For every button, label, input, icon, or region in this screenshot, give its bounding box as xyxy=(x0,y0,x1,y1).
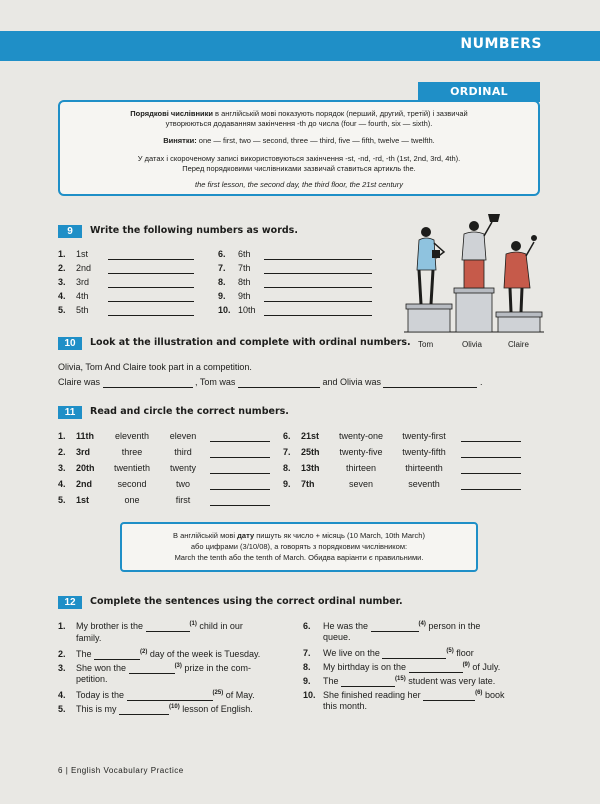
list-item: 1. 11th eleventh eleven xyxy=(58,430,270,446)
answer-blank[interactable] xyxy=(341,677,395,687)
list-item: 8. 13th thirteen thirteenth xyxy=(283,462,521,478)
answer-blank[interactable] xyxy=(461,480,521,490)
rule-line-3: Винятки: one — first, two — second, three — third, five — fifth, twelve — twelfth. xyxy=(163,136,435,145)
list-item-continuation: this month. xyxy=(323,701,368,711)
section-12-number: 12 xyxy=(58,596,82,609)
list-item: 5. This is my $^{(10)}$ lesson of English. xyxy=(58,704,253,714)
section-9-right-list xyxy=(218,248,372,318)
answer-blank[interactable] xyxy=(409,663,463,673)
footer xyxy=(58,766,184,775)
list-item: 2. 3rd three third xyxy=(58,446,270,462)
list-item: 1. 1st xyxy=(58,248,194,262)
rule-box-tab: ORDINAL xyxy=(418,82,540,102)
list-item: 5. 5th xyxy=(58,304,194,318)
answer-blank[interactable] xyxy=(383,378,477,388)
answer-blank[interactable] xyxy=(382,649,446,659)
answer-blank[interactable] xyxy=(264,292,372,302)
list-item: 6. He was the $^{(4)}$ person in the xyxy=(303,621,481,631)
answer-blank[interactable] xyxy=(264,278,372,288)
section-9-left-list xyxy=(58,248,194,318)
section-11-number: 11 xyxy=(58,406,82,419)
answer-blank[interactable] xyxy=(210,432,270,442)
page-number: 6 xyxy=(58,766,63,775)
list-item: 7. We live on the $^{(5)}$ floor xyxy=(303,648,474,658)
page-title: NUMBERS xyxy=(460,36,542,52)
answer-blank[interactable] xyxy=(103,378,193,388)
answer-blank[interactable] xyxy=(210,480,270,490)
answer-blank[interactable] xyxy=(423,691,475,701)
list-item: 2. 2nd xyxy=(58,262,194,276)
list-item-continuation: petition. xyxy=(76,674,108,684)
section-10-title: Look at the illustration and complete with ordinal numbers. xyxy=(90,337,411,348)
footer-separator: | xyxy=(65,766,69,775)
answer-blank[interactable] xyxy=(264,264,372,274)
rule-line-1: Порядкові числівники в англійській мові показують порядок (перший, другий, третій) і зазвичай xyxy=(130,109,468,118)
answer-blank[interactable] xyxy=(238,378,320,388)
section-9-number: 9 xyxy=(58,225,82,238)
list-item: 7. 7th xyxy=(218,262,372,276)
list-item: 4. 4th xyxy=(58,290,194,304)
list-item: 3. 3rd xyxy=(58,276,194,290)
section-10-number: 10 xyxy=(58,337,82,350)
illustration-label-tom: Tom xyxy=(418,340,434,349)
book-title: English Vocabulary Practice xyxy=(71,766,184,775)
podium-illustration xyxy=(400,210,548,340)
list-item: 10. 10th xyxy=(218,304,372,318)
answer-blank[interactable] xyxy=(461,432,521,442)
rule-line-2: утворюються додаванням закінчення -th до числа (four — fourth, six — sixth). xyxy=(165,119,433,128)
answer-blank[interactable] xyxy=(108,264,194,274)
answer-blank[interactable] xyxy=(461,448,521,458)
section-10-intro: Olivia, Tom And Claire took part in a competition. xyxy=(58,362,252,372)
answer-blank[interactable] xyxy=(210,448,270,458)
section-12-left-list xyxy=(58,618,293,715)
list-item: 7. 25th twenty-five twenty-fifth xyxy=(283,446,521,462)
list-item: 3. She won the $^{(3)}$ prize in the com- xyxy=(58,663,251,673)
rule-line-5: Перед порядковими числівниками зазвичай ставиться артикль the. xyxy=(182,164,416,173)
rule-example: the first lesson, the second day, the third floor, the 21st century xyxy=(195,180,403,189)
rule-line-4: У датах і скороченому записі використовуються закінчення -st, -nd, -rd, -th (1st, 2nd, 3rd, 4th). xyxy=(137,154,461,163)
list-item-continuation: family. xyxy=(76,633,102,643)
list-item: 9. The $^{(15)}$ student was very late. xyxy=(303,676,496,686)
answer-blank[interactable] xyxy=(264,250,372,260)
info-line-3: March the tenth або the tenth of March. Обидва варіанти є правильними. xyxy=(174,553,424,562)
list-item: 2. The $^{(2)}$ day of the week is Tuesday. xyxy=(58,649,261,659)
section-12-right-list xyxy=(303,618,543,714)
answer-blank[interactable] xyxy=(108,278,194,288)
answer-blank[interactable] xyxy=(146,622,190,632)
answer-blank[interactable] xyxy=(119,705,169,715)
answer-blank[interactable] xyxy=(210,464,270,474)
answer-blank[interactable] xyxy=(210,496,270,506)
answer-blank[interactable] xyxy=(371,622,419,632)
section-10-sentence: Claire was , Tom was and Olivia was . xyxy=(58,377,483,387)
list-item: 6. 21st twenty-one twenty-first xyxy=(283,430,521,446)
answer-blank[interactable] xyxy=(94,650,140,660)
section-9-title: Write the following numbers as words. xyxy=(90,225,298,236)
section-11-left-list xyxy=(58,430,270,510)
illustration-label-olivia: Olivia xyxy=(462,340,483,349)
rule-box xyxy=(58,100,540,196)
answer-blank[interactable] xyxy=(127,691,213,701)
list-item: 9. 7th seven seventh xyxy=(283,478,521,494)
list-item: 8. 8th xyxy=(218,276,372,290)
illustration-label-claire: Claire xyxy=(508,340,529,349)
list-item: 5. 1st one first xyxy=(58,494,270,510)
answer-blank[interactable] xyxy=(108,292,194,302)
info-line-2: або цифрами (3/10/08), а говорять з порядковим числівником: xyxy=(190,542,408,551)
answer-blank[interactable] xyxy=(108,250,194,260)
section-11-title: Read and circle the correct numbers. xyxy=(90,406,289,417)
list-item: 3. 20th twentieth twenty xyxy=(58,462,270,478)
date-info-box xyxy=(120,522,478,572)
list-item: 10. She finished reading her $^{(6)}$ book xyxy=(303,690,505,700)
list-item: 1. My brother is the $^{(1)}$ child in our xyxy=(58,621,243,631)
list-item: 4. Today is the $^{(25)}$ of May. xyxy=(58,690,255,700)
section-12-title: Complete the sentences using the correct ordinal number. xyxy=(90,596,403,607)
info-line-1: В англійській мові дату пишуть як число + місяць (10 March, 10th March) xyxy=(173,531,425,540)
answer-blank[interactable] xyxy=(264,306,372,316)
list-item: 6. 6th xyxy=(218,248,372,262)
list-item: 4. 2nd second two xyxy=(58,478,270,494)
list-item: 9. 9th xyxy=(218,290,372,304)
answer-blank[interactable] xyxy=(108,306,194,316)
list-item: 8. My birthday is on the $^{(9)}$ of July. xyxy=(303,662,501,672)
answer-blank[interactable] xyxy=(461,464,521,474)
section-11-right-list xyxy=(283,430,521,494)
answer-blank[interactable] xyxy=(129,664,175,674)
list-item-continuation: queue. xyxy=(323,632,351,642)
